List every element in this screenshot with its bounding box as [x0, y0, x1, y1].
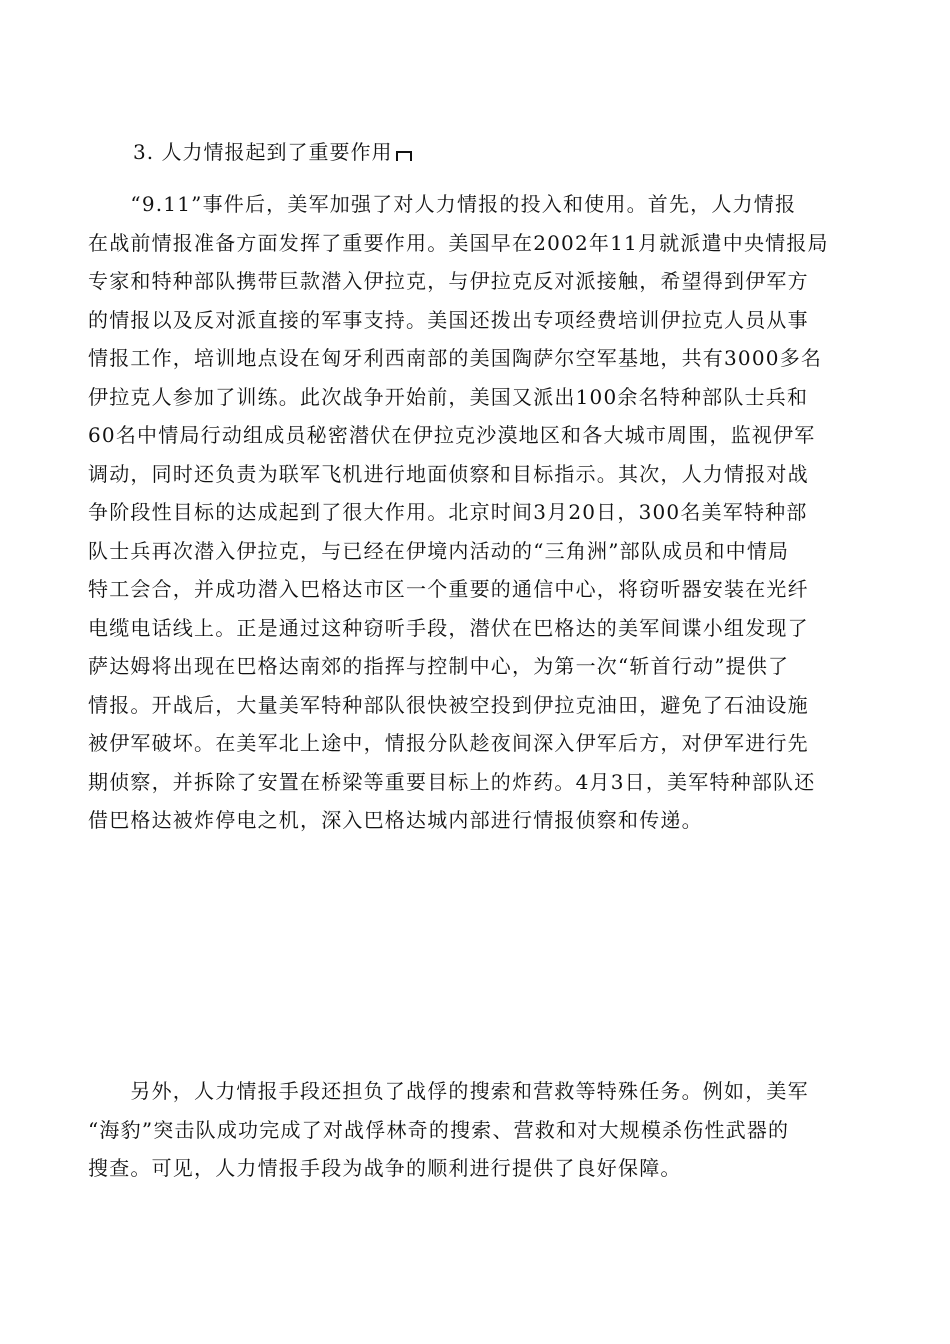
paragraph-line: 情报工作，培训地点设在匈牙利西南部的美国陶萨尔空军基地，共有3000多名 — [88, 346, 823, 370]
paragraph-line: “9.11”事件后，美军加强了对人力情报的投入和使用。首先，人力情报 — [88, 192, 797, 216]
paragraph-line: 特工会合，并成功潜入巴格达市区一个重要的通信中心，将窃听器安装在光纤 — [88, 577, 809, 601]
paragraph-line: 另外，人力情报手段还担负了战俘的搜索和营救等特殊任务。例如，美军 — [88, 1079, 809, 1103]
paragraph-line: 的情报以及反对派直接的军事支持。美国还拨出专项经费培训伊拉克人员从事 — [88, 307, 809, 332]
paragraph-line: 被伊军破坏。在美军北上途中，情报分队趁夜间深入伊军后方，对伊军进行先 — [88, 731, 809, 755]
paragraph-line: 电缆电话线上。正是通过这种窃听手段，潜伏在巴格达的美军间谍小组发现了 — [88, 615, 809, 640]
paragraph-line: “海豹”突击队成功完成了对战俘林奇的搜索、营救和对大规模杀伤性武器的 — [88, 1117, 790, 1142]
paragraph-line: 搜查。可见，人力情报手段为战争的顺利进行提供了良好保障。 — [88, 1156, 682, 1180]
paragraph-line: 萨达姆将出现在巴格达南郊的指挥与控制中心，为第一次“斩首行动”提供了 — [88, 654, 790, 678]
paragraph-line: 情报。开战后，大量美军特种部队很快被空投到伊拉克油田，避免了石油设施 — [88, 692, 809, 717]
paragraph-line: 争阶段性目标的达成起到了很大作用。北京时间3月20日，300名美军特种部 — [88, 500, 808, 524]
paragraph-line: 调动，同时还负责为联军飞机进行地面侦察和目标指示。其次，人力情报对战 — [88, 461, 809, 486]
paragraph-line: 专家和特种部队携带巨款潜入伊拉克，与伊拉克反对派接触，希望得到伊军方 — [88, 269, 809, 293]
paragraph-line: 队士兵再次潜入伊拉克，与已经在伊境内活动的“三角洲”部队成员和中情局 — [88, 538, 790, 563]
paragraph-2 — [88, 1072, 868, 1188]
paragraph-line: 借巴格达被炸停电之机，深入巴格达城内部进行情报侦察和传递。 — [88, 808, 703, 832]
paragraph-line: 60名中情局行动组成员秘密潜伏在伊拉克沙漠地区和各大城市周围，监视伊军 — [88, 423, 816, 447]
paragraph-1 — [88, 185, 868, 840]
section-heading — [133, 138, 412, 166]
paragraph-line: 期侦察，并拆除了安置在桥梁等重要目标上的炸药。4月3日，美军特种部队还 — [88, 769, 816, 794]
section-heading-text: 3. 人力情报起到了重要作用 — [133, 140, 393, 164]
bracket-mark-icon — [396, 151, 412, 161]
paragraph-line: 伊拉克人参加了训练。此次战争开始前，美国又派出100余名特种部队士兵和 — [88, 384, 809, 409]
paragraph-line: 在战前情报准备方面发挥了重要作用。美国早在2002年11月就派遣中央情报局 — [88, 230, 829, 255]
